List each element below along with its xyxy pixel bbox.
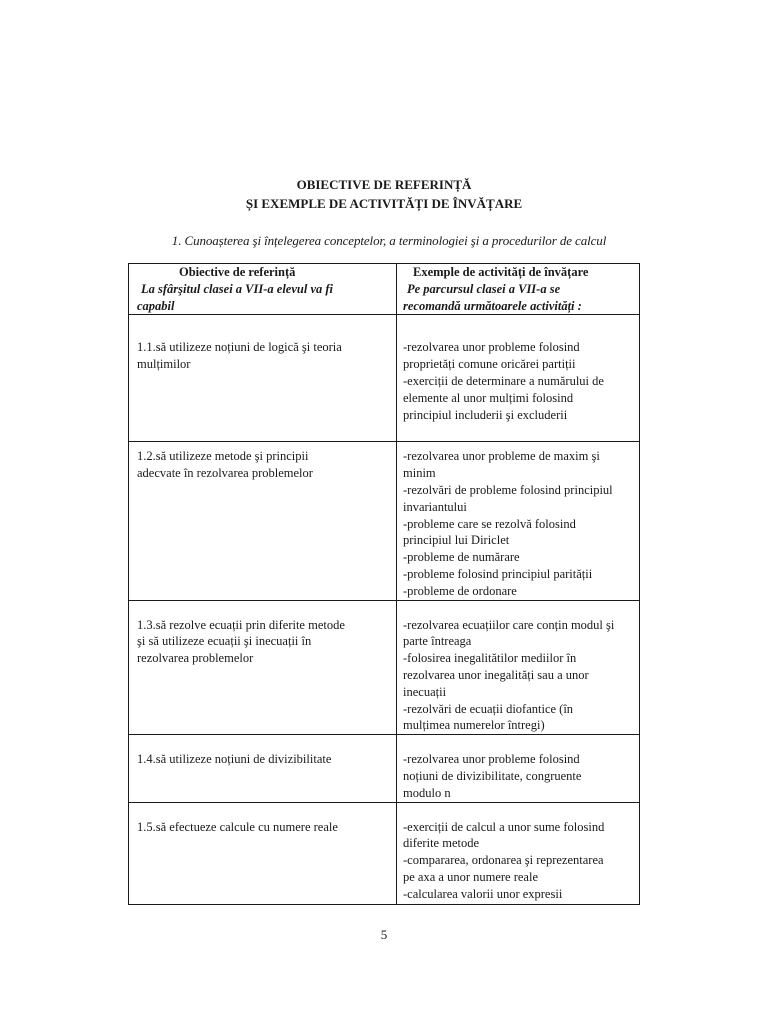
row-5-left: 1.5.să efectueze calcule cu numere reale (129, 802, 397, 904)
title-line-2: ȘI EXEMPLE DE ACTIVITĂȚI DE ÎNVĂȚARE (245, 196, 523, 211)
table-row (129, 802, 640, 904)
row-2-right: -rezolvarea unor probleme de maxim şi minim -rezolvări de probleme folosind principiul invariantului -probleme care se rezolvă folosind principiul lui Diriclet -probleme de numărare -probleme folosind principiul parității -probleme de ordonare (397, 442, 640, 600)
header-right-sub-line1: Pe parcursul clasei a VII-a se (407, 281, 561, 296)
page-number: 5 (380, 927, 388, 942)
title-line-1: OBIECTIVE DE REFERINȚĂ (296, 177, 472, 192)
table-row (129, 315, 640, 442)
row-1-left: 1.1.să utilizeze noțiuni de logică şi teoria mulțimilor (129, 315, 397, 442)
row-3-left: 1.3.să rezolve ecuații prin diferite metode şi să utilizeze ecuații şi inecuații în rezolvarea problemelor (129, 600, 397, 735)
table-header-row (129, 264, 640, 315)
header-right-sub-line2: recomandă următoarele activități : (403, 298, 582, 313)
objectives-table (128, 263, 640, 905)
document-title (0, 175, 768, 213)
header-left-title: Obiective de referință (179, 265, 296, 279)
row-3-right: -rezolvarea ecuațiilor care conțin modul şi parte întreaga -folosirea inegalitătilor mediilor în rezolvarea unor inegalități sau a unor inecuații -rezolvări de ecuații diofantice (în mulțimea numerelor întregi) (397, 600, 640, 735)
table-row (129, 442, 640, 600)
header-left-cell (129, 264, 397, 315)
row-5-right: -exerciții de calcul a unor sume folosind diferite metode -compararea, ordonarea şi reprezentarea pe axa a unor numere reale -calcularea valorii unor expresii (397, 802, 640, 904)
section-subtitle: 1. Cunoașterea şi înțelegerea conceptelor, a terminologiei şi a procedurilor de calcul (171, 233, 607, 248)
table-row (129, 600, 640, 735)
row-4-right: -rezolvarea unor probleme folosind noțiuni de divizibilitate, congruente modulo n (397, 735, 640, 802)
table-row (129, 735, 640, 802)
header-right-title: Exemple de activități de învățare (413, 265, 589, 279)
header-left-sub-line2: capabil (137, 298, 175, 313)
header-right-cell (397, 264, 640, 315)
row-4-left: 1.4.să utilizeze noțiuni de divizibilitate (129, 735, 397, 802)
row-1-right: -rezolvarea unor probleme folosind proprietăți comune oricărei partiții -exerciții de determinare a numărului de elemente al unor mulțimi folosind principiul includerii şi excluderii (397, 315, 640, 442)
row-2-left: 1.2.să utilizeze metode şi principii adecvate în rezolvarea problemelor (129, 442, 397, 600)
header-left-sub-line1: La sfârşitul clasei a VII-a elevul va fi (141, 281, 333, 296)
